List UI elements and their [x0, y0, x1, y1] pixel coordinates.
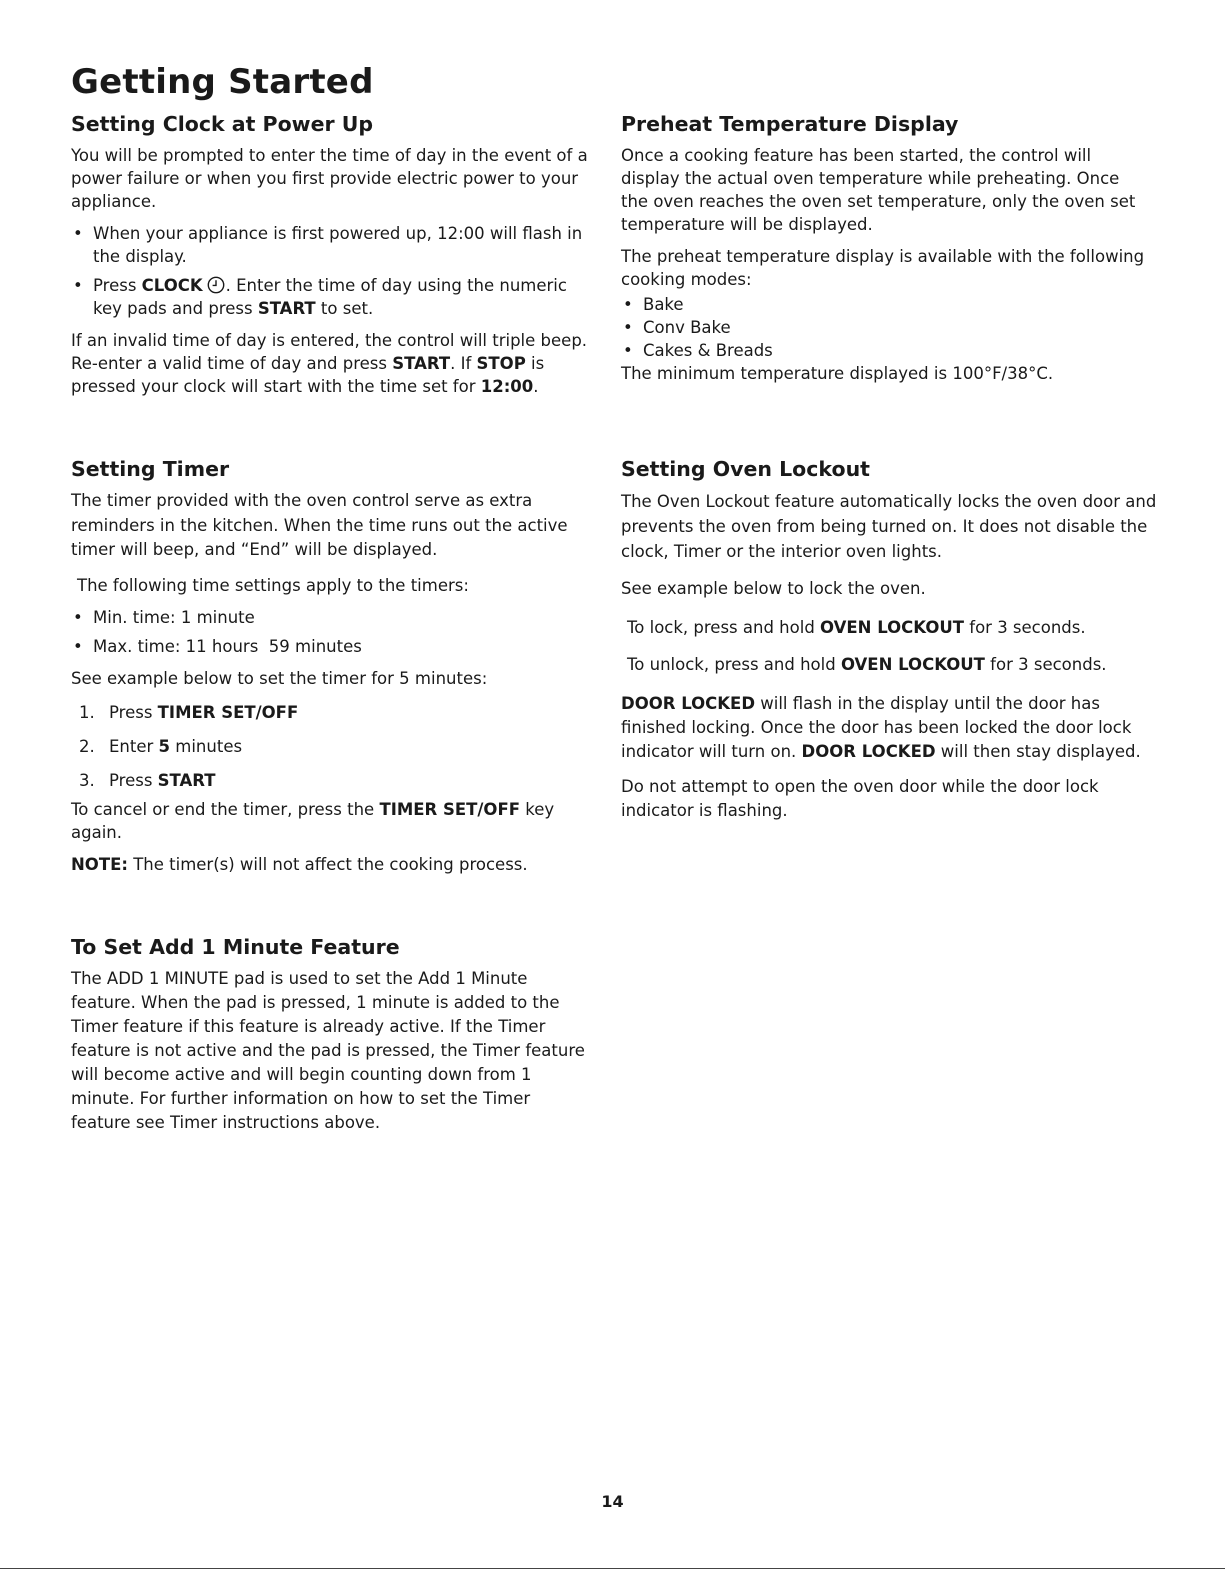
text: will then stay displayed. [935, 742, 1141, 761]
start-key: START [157, 770, 216, 790]
start-key: START [257, 299, 316, 318]
stop-key: STOP [476, 354, 526, 373]
clock-key: CLOCK [141, 276, 203, 295]
preheat-minimum: The minimum temperature displayed is 100°F/38°C. [621, 364, 1054, 383]
clock-section [71, 110, 596, 407]
text: is pressed your clock will start with the time set for [71, 354, 545, 396]
timer-key: TIMER SET/OFF [157, 702, 299, 722]
lockout-lock-instruction [621, 616, 1161, 639]
timer-step [71, 701, 591, 724]
timer-setting-item: • Max. time: 11 hours 59 minutes [71, 635, 591, 658]
text: to set. [315, 299, 374, 318]
lockout-warning: Do not attempt to open the oven door while the door lock indicator is flashing. [621, 777, 1099, 820]
clock-icon [207, 276, 225, 294]
minutes-value: 5 [158, 736, 171, 756]
step-number: 3. [79, 770, 95, 790]
door-locked-text: DOOR LOCKED [801, 742, 936, 761]
timer-example-intro: See example below to set the timer for 5 minutes: [71, 668, 488, 688]
mode-item: • Conv Bake [621, 316, 1146, 339]
page-number: 14 [601, 1492, 624, 1511]
lockout-door-locked-note [621, 692, 1161, 764]
clock-bullet-1: • When your appliance is first powered up, 12:00 will flash in the display. [71, 222, 596, 268]
timer-steps [71, 701, 591, 792]
timer-step [71, 769, 591, 792]
text: To lock, press and hold [627, 618, 821, 637]
text: Enter [109, 736, 159, 756]
time-value: 12:00 [480, 377, 534, 396]
timer-intro: The timer provided with the oven control serve as extra reminders in the kitchen. When the time runs out the active timer will beep, and “End” will be displayed. [71, 491, 568, 559]
text: If an invalid time of day is entered, the control will triple beep. Re-enter a valid time of day and press [71, 331, 588, 373]
step-number: 1. [79, 702, 95, 722]
preheat-section [621, 110, 1146, 394]
lockout-intro: The Oven Lockout feature automatically locks the oven door and prevents the oven from being turned on. It does not disable the clock, Timer or the interior oven lights. [621, 492, 1157, 561]
text: Press [109, 770, 158, 790]
clock-invalid-note [71, 329, 596, 398]
text: for 3 seconds. [984, 655, 1107, 674]
text: minutes [170, 736, 243, 756]
oven-lockout-key: OVEN LOCKOUT [820, 618, 965, 637]
lockout-section [621, 455, 1161, 832]
page-title: Getting Started [71, 62, 374, 102]
timer-section [71, 455, 591, 885]
timer-settings-list [71, 606, 591, 658]
preheat-intro: Once a cooking feature has been started, the control will display the actual oven temperature while preheating. Once the oven reaches the oven set temperature, only the oven set temperature will be displayed. [621, 146, 1136, 234]
text: The timer(s) will not affect the cooking process. [127, 854, 528, 874]
text: To cancel or end the timer, press the [71, 799, 380, 819]
text: key again. [71, 799, 555, 842]
add-minute-heading: To Set Add 1 Minute Feature [71, 935, 400, 959]
lockout-example: See example below to lock the oven. [621, 579, 926, 598]
preheat-modes-list [621, 293, 1146, 362]
clock-bullets [71, 222, 596, 320]
note-label: NOTE: [71, 854, 128, 874]
door-locked-text: DOOR LOCKED [621, 694, 756, 713]
mode-item: • Bake [621, 293, 1146, 316]
add-minute-text: The ADD 1 MINUTE pad is used to set the Add 1 Minute feature. When the pad is pressed, 1 minute is added to the Timer feature if this feature is already active. If the Timer feature is not active and the pad is pressed, the Timer feature will become active and will begin counting down from 1 minute. For further information on how to set the Timer feature see Timer instructions above. [71, 969, 585, 1132]
text: Press [109, 702, 158, 722]
preheat-heading: Preheat Temperature Display [621, 112, 959, 136]
start-key: START [392, 354, 451, 373]
timer-key: TIMER SET/OFF [379, 799, 520, 819]
clock-heading: Setting Clock at Power Up [71, 112, 374, 136]
lockout-heading: Setting Oven Lockout [621, 457, 870, 481]
clock-intro: You will be prompted to enter the time of day in the event of a power failure or when you first provide electric power to your appliance. [71, 146, 588, 211]
timer-note [71, 853, 591, 876]
timer-settings-intro: The following time settings apply to the timers: [77, 575, 469, 595]
preheat-modes-intro: The preheat temperature display is available with the following cooking modes: [621, 247, 1145, 289]
timer-setting-item: • Min. time: 1 minute [71, 606, 591, 629]
text: . If [450, 354, 477, 373]
timer-step [71, 735, 591, 758]
step-number: 2. [79, 736, 95, 756]
text: for 3 seconds. [964, 618, 1086, 637]
bottom-rule [0, 1568, 1225, 1569]
text: To unlock, press and hold [627, 655, 841, 674]
mode-item: • Cakes & Breads [621, 339, 1146, 362]
text: . Enter the time of day using the numeric key pads and press [93, 276, 567, 318]
oven-lockout-key: OVEN LOCKOUT [840, 655, 985, 674]
timer-heading: Setting Timer [71, 457, 230, 481]
text: Press [93, 276, 142, 295]
add-minute-section [71, 933, 586, 1144]
text: . [533, 377, 539, 396]
lockout-unlock-instruction [621, 653, 1161, 676]
text: will flash in the display until the door has finished locking. Once the door has been locked the door lock indicator will turn on. [621, 694, 1132, 761]
timer-cancel-note [71, 798, 591, 844]
clock-bullet-2 [71, 274, 596, 320]
